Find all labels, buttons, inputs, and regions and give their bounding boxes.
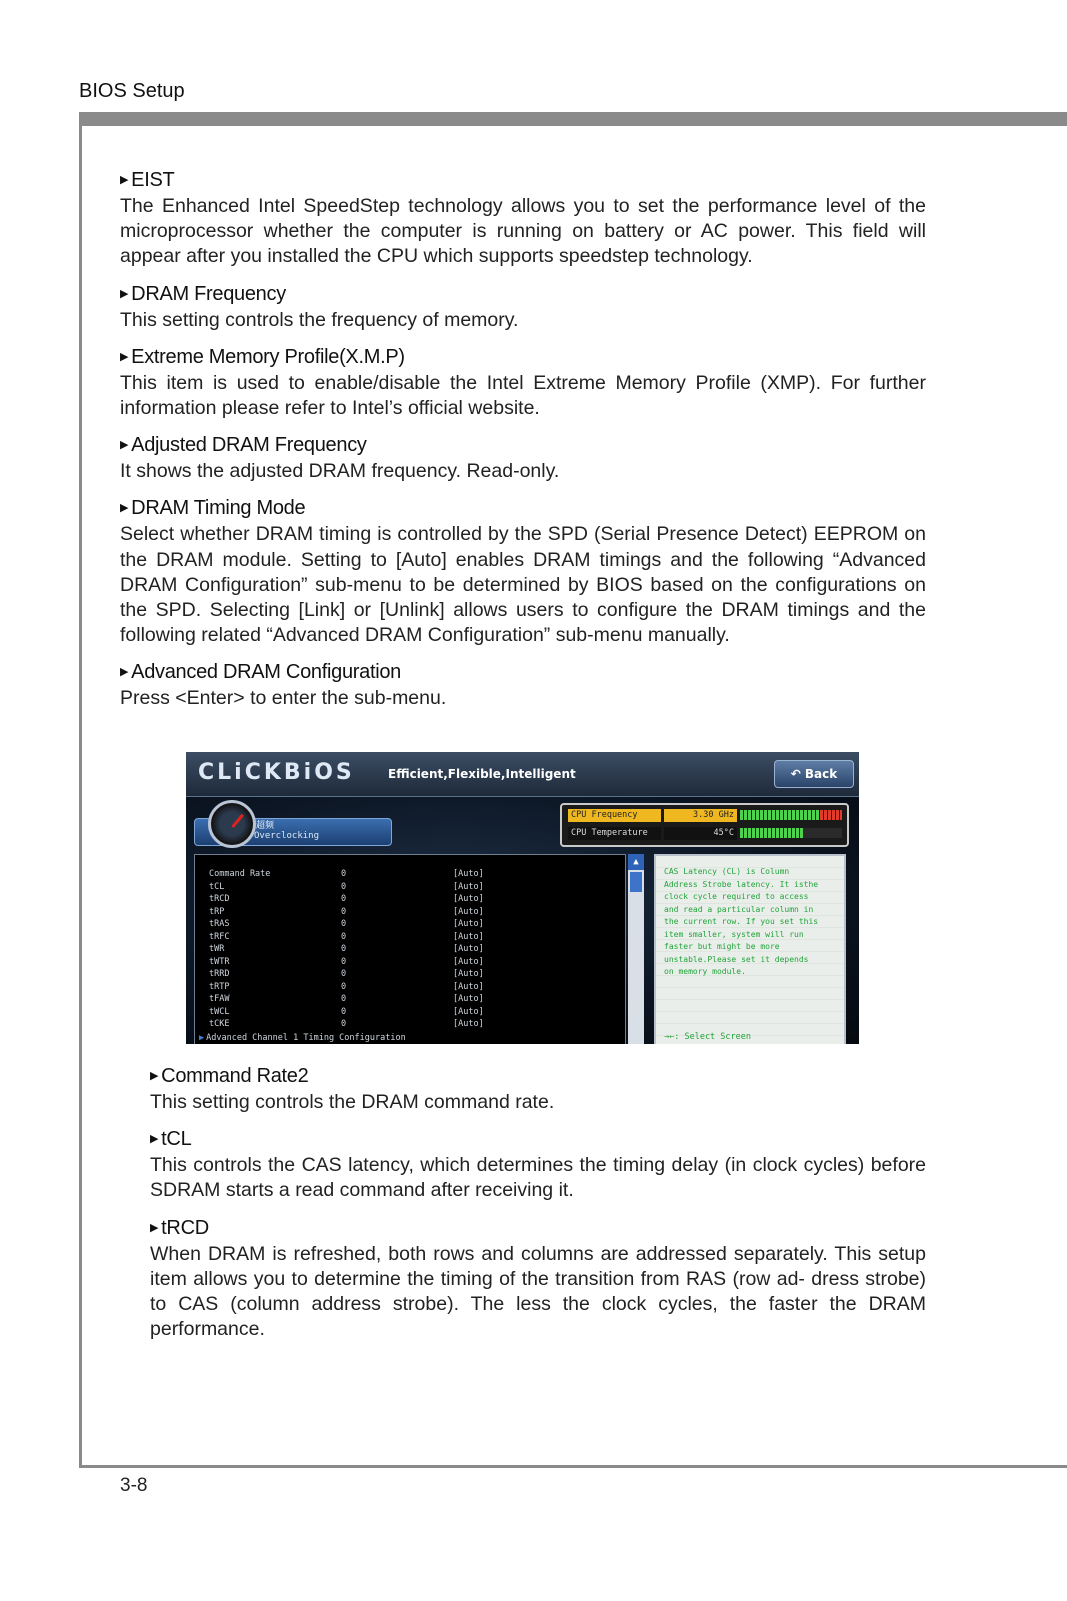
item-description: This setting controls the frequency of memory.	[120, 308, 519, 331]
item-setting: [Auto]	[453, 894, 484, 904]
item-heading	[120, 431, 926, 459]
item-name: tRFC	[209, 931, 230, 942]
cpu-frequency-row	[566, 807, 842, 823]
item-name: tRRD	[209, 969, 230, 979]
bios-tagline: Efficient,Flexible,Intelligent	[388, 767, 576, 781]
item-description: Press <Enter> to enter the sub-menu.	[120, 687, 447, 710]
item-name: tRP	[209, 906, 225, 917]
item-value: 0	[341, 919, 347, 929]
item-value: 0	[341, 969, 347, 979]
main-content	[120, 166, 926, 722]
triangle-bullet-icon: ▶	[150, 1221, 159, 1234]
item-setting: [Auto]	[453, 1019, 484, 1029]
item-heading-text: Command Rate2	[161, 1065, 309, 1087]
item-heading-text: Extreme Memory Profile(X.M.P)	[131, 345, 405, 368]
cpu-frequency-meter-fill	[740, 810, 824, 820]
item-dram-timing-mode	[120, 494, 926, 648]
cpu-frequency-meter-hot	[820, 810, 842, 820]
item-value: 0	[341, 1019, 347, 1029]
item-heading	[120, 343, 926, 371]
item-setting: [Auto]	[453, 944, 484, 954]
item-name: tCL	[209, 881, 225, 892]
page-header-title: BIOS Setup	[79, 80, 185, 102]
item-name: tRAS	[209, 919, 230, 929]
item-command-rate2	[150, 1062, 926, 1115]
item-name: tRTP	[209, 981, 230, 992]
submenu-link[interactable]	[199, 1033, 406, 1043]
item-heading	[120, 280, 926, 308]
triangle-bullet-icon: ▶	[120, 502, 129, 515]
item-setting: [Auto]	[453, 919, 484, 929]
clickbios-logo: CLiCKBiOS	[198, 760, 355, 785]
item-setting: [Auto]	[453, 994, 484, 1004]
overclocking-label: Overclocking	[254, 831, 320, 841]
item-heading	[120, 494, 926, 522]
item-heading-text: Adjusted DRAM Frequency	[131, 434, 367, 457]
cpu-frequency-meter	[740, 810, 842, 820]
item-heading	[150, 1125, 926, 1153]
cpu-temperature-value: 45°C	[664, 827, 737, 840]
scroll-up-icon[interactable]: ▲	[628, 854, 644, 870]
item-name: tFAW	[209, 994, 230, 1004]
item-value: 0	[341, 931, 347, 942]
triangle-bullet-icon: ▶	[120, 287, 129, 300]
back-label: Back	[804, 767, 838, 781]
item-name: tRCD	[209, 894, 230, 904]
item-value: 0	[341, 881, 347, 892]
item-setting: [Auto]	[453, 906, 484, 917]
triangle-bullet-icon: ▶	[120, 174, 129, 186]
item-setting: [Auto]	[453, 956, 484, 967]
item-description: It shows the adjusted DRAM frequency. Read-only.	[120, 460, 560, 483]
item-description: This setting controls the DRAM command rate.	[150, 1091, 555, 1113]
item-setting: [Auto]	[453, 1006, 484, 1017]
item-description: This item is used to enable/disable the Intel Extreme Memory Profile (XMP). For further information please refer to Intel’s official website.	[120, 371, 926, 420]
cpu-temperature-meter-fill	[740, 828, 803, 838]
item-setting: [Auto]	[453, 981, 484, 992]
cpu-status-box	[560, 803, 849, 847]
item-heading-text: DRAM Frequency	[131, 282, 286, 305]
item-description: This controls the CAS latency, which determines the timing delay (in clock cycles) before SDRAM starts a read command after receiving it.	[150, 1154, 926, 1202]
item-tcl	[150, 1125, 926, 1203]
item-heading-text: tCL	[161, 1128, 192, 1151]
bios-screenshot	[186, 752, 859, 1044]
item-heading-text: DRAM Timing Mode	[131, 497, 306, 520]
triangle-bullet-icon: ▶	[120, 350, 129, 363]
item-value: 0	[341, 1006, 347, 1017]
speedometer-icon	[208, 800, 256, 848]
scrollbar[interactable]	[628, 854, 644, 1044]
item-eist	[120, 166, 926, 270]
item-description: The Enhanced Intel SpeedStep technology allows you to set the performance level of the microprocessor whether the computer is running on battery or AC power. This field will appear after you installed the CPU which supports speedstep technology.	[120, 195, 926, 268]
item-adjusted-dram-frequency	[120, 431, 926, 484]
item-name: tWCL	[209, 1006, 230, 1017]
item-name: tCKE	[209, 1019, 230, 1029]
triangle-bullet-icon: ▶	[120, 439, 129, 452]
cpu-temperature-label: CPU Temperature	[568, 827, 661, 840]
item-trcd	[150, 1214, 926, 1343]
item-name: tWR	[209, 944, 225, 954]
header-bar	[79, 112, 1067, 126]
item-description: Select whether DRAM timing is controlled by the SPD (Serial Presence Detect) EEPROM on the DRAM module. Setting to [Auto] enables DRAM timings and the following “Advanced DRAM Configuration” sub-menu to be determined by BIOS based on the configurations on the SPD. Selecting [Link] or [Unlink] allows users to configure the DRAM timings and the following related “Advanced DRAM Configuration” sub-menu manually.	[120, 523, 926, 647]
item-heading	[150, 1214, 926, 1242]
item-advanced-dram-configuration	[120, 658, 926, 711]
triangle-bullet-icon: ▶	[120, 666, 129, 679]
item-heading	[150, 1062, 926, 1090]
item-heading-text: Advanced DRAM Configuration	[131, 661, 401, 684]
scroll-thumb[interactable]	[630, 872, 642, 892]
bios-title-bar	[186, 752, 859, 797]
item-value: 0	[341, 956, 347, 967]
help-text: CAS Latency (CL) is Column Address Strobe latency. It isthe clock cycle required to access and read a particular column in the current row. If you set this item smaller, system will run faster but might be more unstable.Please set it depends on memory module.	[664, 867, 819, 976]
page-number: 3-8	[120, 1475, 148, 1496]
left-rule	[79, 112, 82, 1468]
item-dram-frequency	[120, 280, 926, 333]
item-value: 0	[341, 869, 347, 879]
sub-content	[150, 1062, 926, 1352]
gauge-needle	[231, 814, 244, 828]
item-heading	[120, 658, 926, 686]
item-setting: [Auto]	[453, 931, 484, 942]
item-setting: [Auto]	[453, 881, 484, 892]
item-setting: [Auto]	[453, 969, 484, 979]
item-value: 0	[341, 981, 347, 992]
item-xmp	[120, 343, 926, 421]
item-setting: [Auto]	[453, 869, 484, 879]
triangle-bullet-icon: ▶	[150, 1133, 159, 1146]
timing-list-panel	[194, 854, 626, 1044]
item-heading-text: EIST	[131, 169, 175, 191]
submenu-arrow-icon: ▶	[199, 1033, 205, 1043]
cpu-frequency-value: 3.30 GHz	[664, 809, 737, 822]
item-value: 0	[341, 994, 347, 1004]
overclocking-cjk-label: 超频	[256, 821, 275, 831]
item-name: tWTR	[209, 956, 230, 967]
help-panel	[654, 854, 846, 1044]
help-navigation-hint: →←: Select Screen	[664, 1032, 751, 1042]
item-heading-text: tRCD	[161, 1216, 209, 1239]
cpu-frequency-label: CPU Frequency	[568, 809, 661, 822]
triangle-bullet-icon: ▶	[150, 1070, 159, 1082]
item-name: Command Rate	[209, 869, 271, 879]
item-value: 0	[341, 906, 347, 917]
item-description: When DRAM is refreshed, both rows and columns are addressed separately. This setup item allows you to determine the timing of the transition from RAS (row ad- dress strobe) to CAS (column address strobe). The less the clock cycles, the faster the DRAM performance.	[150, 1242, 926, 1341]
cpu-temperature-meter	[740, 828, 842, 838]
bottom-rule	[79, 1465, 1067, 1468]
submenu-label: Advanced Channel 1 Timing Configuration	[206, 1033, 406, 1043]
item-value: 0	[341, 944, 347, 954]
cpu-temperature-row	[566, 825, 842, 841]
back-arrow-icon: ↶	[790, 767, 801, 781]
item-heading	[120, 166, 926, 194]
back-button[interactable]	[774, 760, 854, 788]
item-value: 0	[341, 894, 347, 904]
